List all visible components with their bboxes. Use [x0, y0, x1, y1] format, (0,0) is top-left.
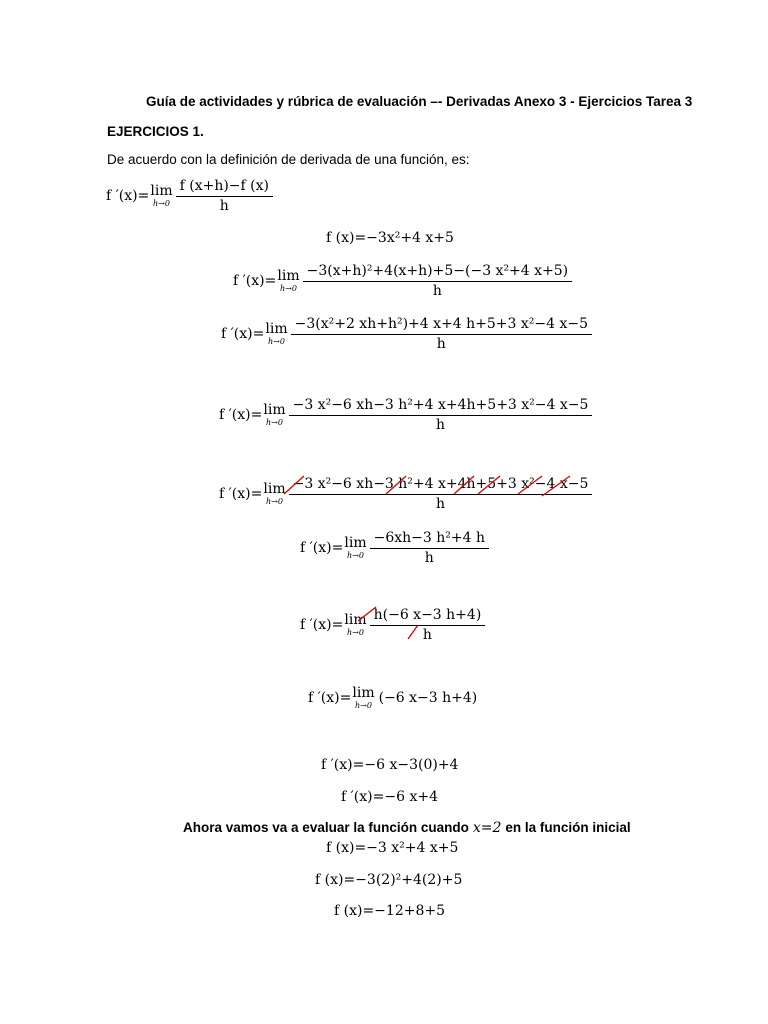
equation-initial-function: f (x)=−3 x²+4 x+5 [326, 840, 459, 856]
equation-step-4-cancel: f ′(x)= lim h→0 $\frac{\text{−3 x²−6 xh−3 h²+4 x+4h+5+3 x²−4 x−5}}{h}$ [219, 476, 590, 512]
evaluate-sentence: Ahora vamos va a evaluar la función cuando x=2 en la función inicial [183, 820, 631, 836]
equation-derivative-result: f ′(x)=−6 x+4 [341, 789, 438, 805]
equation-substitute-h: f ′(x)=−6 x−3(0)+4 [321, 757, 459, 773]
equation-step-3: f ′(x)= lim h→0 $\frac{\text{−3 x²−6 xh−3 h²+4 x+4h+5+3 x²−4 x−5}}{h}$ [219, 397, 590, 433]
equation-evaluate-2: f (x)=−3(2)²+4(2)+5 [315, 872, 463, 888]
equation-step-1: f ′(x)= lim h→0 $\frac{\text{−3(x+h)²+4(x+h)+5−(−3 x²+4 x+5)}}{h}$ [233, 263, 570, 299]
equation-evaluate-result: f (x)=−12+8+5 [334, 903, 446, 919]
section-heading: EJERCICIOS 1. [107, 124, 204, 139]
fraction: $\frac{f (x+h)-f (x)}{h}$ [178, 178, 271, 214]
equation-definition [106, 178, 271, 214]
equation-step-7: f ′(x)= lim h→0 (−6 x−3 h+4) [308, 685, 478, 710]
equation-step-2: f ′(x)= lim h→0 $\frac{\text{−3(x²+2 xh+h²)+4 x+4 h+5+3 x²−4 x−5}}{h}$ [221, 316, 590, 352]
document-title: Guía de actividades y rúbrica de evaluación –- Derivadas Anexo 3 - Ejercicios Tarea 3 [146, 94, 693, 109]
cancel-marks-1 [280, 472, 580, 502]
equation-function: f (x)=−3x²+4 x+5 [326, 230, 454, 246]
equation-step-6-factor: f ′(x)= lim h→0 $\frac{h(-6 x-3 h+4)}{h}$ [300, 607, 483, 643]
cancel-marks-2 [354, 603, 434, 643]
eq-lhs: f ′(x)= [106, 188, 150, 204]
equation-step-5: f ′(x)= lim h→0 $\frac{\text{−6xh−3 h²+4 h}}{h}$ [300, 530, 487, 566]
intro-text: De acuerdo con la definición de derivada de una función, es: [107, 152, 470, 167]
lim-operator: lim h→0 [150, 183, 173, 208]
